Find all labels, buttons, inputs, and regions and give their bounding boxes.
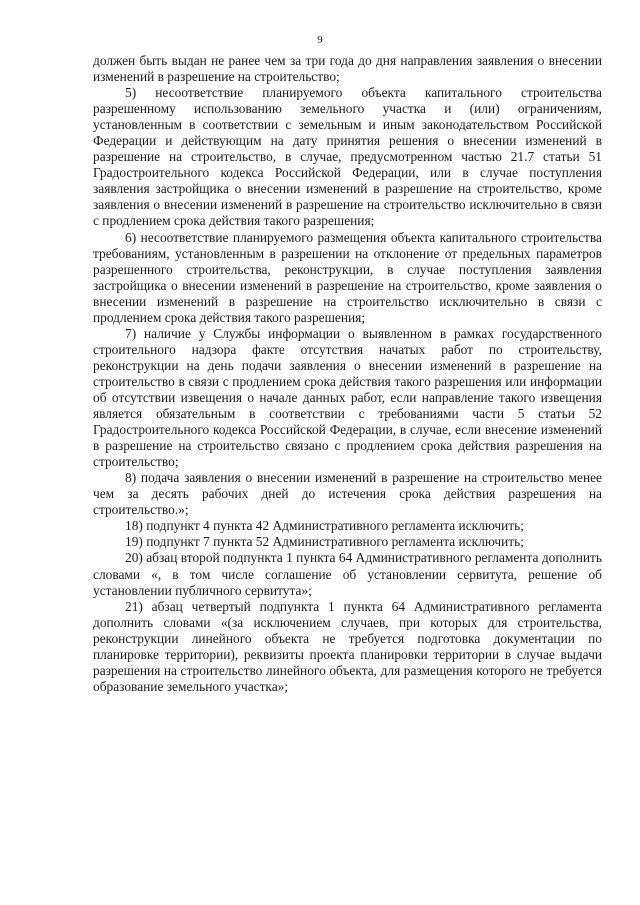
paragraph-item-20: 20) абзац второй подпункта 1 пункта 64 Административного регламента дополнить словами «, в том числе соглашение об установлении сервитута, решение об установлении публичного сервитута»;: [93, 550, 602, 598]
paragraph-item-7: 7) наличие у Службы информации о выявленном в рамках государственного строительного надзора факте отсутствия начатых работ по строительству, реконструкции на день подачи заявления о внесении изменений в разрешение на строительство в связи с продлением срока действия такого разрешения или информации об отсутствии извещения о начале данных работ, если направление такого извещения является обязательным в соответствии с требованиями части 5 статьи 52 Градостроительного кодекса Российской Федерации, в случае, если внесение изменений в разрешение на строительство связано с продлением срока действия разрешения на строительство;: [93, 325, 602, 470]
document-body: [93, 53, 602, 695]
paragraph-item-8: 8) подача заявления о внесении изменений в разрешение на строительство менее чем за десять рабочих дней до истечения срока действия разрешения на строительство.»;: [93, 470, 602, 518]
page-number: 9: [317, 34, 323, 46]
paragraph-item-19: 19) подпункт 7 пункта 52 Административного регламента исключить;: [125, 534, 524, 550]
paragraph-item-21: 21) абзац четвертый подпункта 1 пункта 64 Административного регламента дополнить словами «(за исключением случаев, при которых для строительства, реконструкции линейного объекта не требуется подготовка документации по планировке территории), реквизиты проекта планировки территории в случае выдачи разрешения на строительство линейного объекта, для размещения которого не требуется образование земельного участка»;: [93, 598, 602, 694]
paragraph-continuation: должен быть выдан не ранее чем за три года до дня направления заявления о внесении изменений в разрешение на строительство;: [93, 53, 602, 85]
paragraph-item-5: 5) несоответствие планируемого объекта капитального строительства разрешенному использованию земельного участка и (или) ограничениям, установленным в соответствии с земельным и иным законодательством Российской Федерации и действующим на дату принятия решения о внесении изменений в разрешение на строительство, в случае, предусмотренном частью 21.7 статьи 51 Градостроительного кодекса Российской Федерации, или в случае поступления заявления застройщика о внесении изменений в разрешение на строительство, кроме заявления о внесении изменений в разрешение на строительство исключительно в связи с продлением срока действия такого разрешения;: [93, 85, 602, 229]
paragraph-item-18: 18) подпункт 4 пункта 42 Административного регламента исключить;: [125, 518, 524, 534]
paragraph-item-6: 6) несоответствие планируемого размещения объекта капитального строительства требованиям, установленным в разрешении на отклонение от предельных параметров разрешенного строительства, реконструкции, в случае поступления заявления застройщика о внесении изменений в разрешение на строительство, кроме заявления о внесении изменений в разрешение на строительство исключительно в связи с продлением срока действия такого разрешения;: [93, 229, 602, 325]
